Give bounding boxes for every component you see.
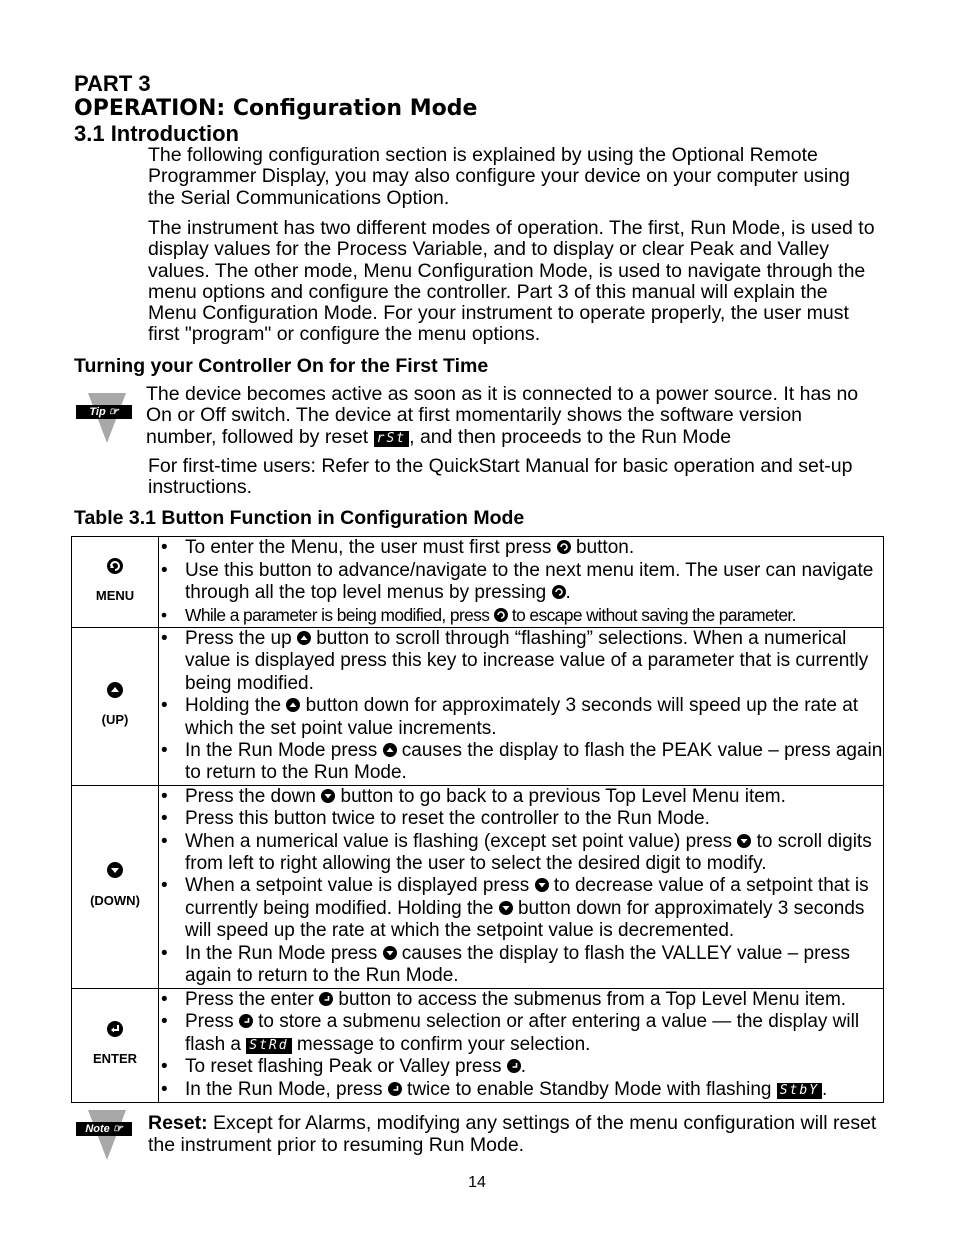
text: To reset flashing Peak or Valley press [185, 1056, 507, 1078]
page-number: 14 [468, 1174, 486, 1191]
text: twice to enable Standby Mode with flashing [401, 1078, 777, 1100]
reset-note [148, 1112, 878, 1156]
list-item [159, 1079, 883, 1101]
list-item [159, 808, 883, 830]
text: . [565, 582, 571, 603]
list-item [159, 695, 883, 740]
section-heading: OPERATION: Configuration Mode [74, 96, 478, 121]
text: button down for approximately 3 seconds will speed up the rate at which the setpoint value is decremented. [185, 897, 865, 942]
text: button down for approximately 3 seconds will speed up the rate at which the set point value increments. [185, 695, 859, 739]
text: In the Run Mode press [185, 942, 383, 964]
menu-key-cell [72, 537, 159, 628]
down-button-icon [737, 834, 751, 848]
tip-text-before: The device becomes active as soon as it is connected to a power source. It has no On or Off switch. The device at first momentarily shows the software version number, followed by reset [146, 383, 859, 448]
table-row [72, 628, 884, 786]
list-item [159, 786, 883, 808]
text: to decrease value of a setpoint that is currently being modified. Holding the [185, 875, 869, 919]
list-item [159, 537, 883, 559]
text: message to confirm your selection. [291, 1033, 591, 1055]
list-item [159, 740, 883, 785]
text: Holding the [185, 695, 287, 717]
text: Press this button twice to reset the controller to the Run Mode. [185, 808, 710, 830]
list-item [159, 628, 883, 695]
menu-button-icon [557, 540, 571, 554]
subsection-heading: 3.1 Introduction [74, 121, 239, 146]
text: button to access the submenus from a Top Level Menu item. [333, 988, 847, 1010]
list-item [159, 1056, 883, 1078]
text: to escape without saving the parameter. [507, 605, 796, 626]
list-item [159, 560, 883, 605]
text: To enter the Menu, the user must first press [185, 537, 557, 559]
text: While a parameter is being modified, press [185, 605, 494, 626]
tip-label: Tip ☞ [76, 405, 132, 419]
text: When a setpoint value is displayed press [185, 875, 535, 897]
down-button-icon [72, 861, 158, 886]
up-description [159, 628, 884, 786]
down-button-icon [499, 901, 513, 915]
text: Press the up [185, 628, 297, 649]
enter-button-icon [319, 992, 333, 1006]
down-button-icon [383, 946, 397, 960]
text: When a numerical value is flashing (except set point value) press [185, 830, 738, 852]
strd-display-icon: StRd [246, 1038, 291, 1054]
text: . [822, 1078, 828, 1100]
menu-button-icon [494, 608, 508, 622]
table-row [72, 988, 884, 1102]
stby-display-icon: StbY [777, 1083, 822, 1099]
tip-badge [74, 393, 134, 449]
up-button-icon [286, 698, 300, 712]
table-row [72, 785, 884, 988]
enter-button-icon [507, 1059, 521, 1073]
note-badge [74, 1110, 134, 1166]
text: button. [570, 537, 635, 559]
text: In the Run Mode, press [185, 1078, 388, 1100]
text: Press the enter [185, 988, 320, 1010]
down-button-icon [321, 789, 335, 803]
table-title: Table 3.1 Button Function in Configuration Mode [74, 507, 525, 529]
tip-text [146, 384, 876, 448]
text: Press [185, 1011, 239, 1033]
list-item [159, 831, 883, 876]
reset-note-text: Except for Alarms, modifying any settings of the menu configuration will reset the instrument prior to resuming Run Mode. [148, 1112, 877, 1156]
up-button-icon [72, 681, 158, 706]
menu-key-label: MENU [95, 588, 135, 603]
down-key-label: (DOWN) [90, 892, 140, 908]
up-button-icon [297, 631, 311, 645]
menu-description [159, 537, 884, 628]
list-item [159, 1011, 883, 1056]
list-item [159, 943, 883, 988]
list-item [159, 989, 883, 1011]
text: to scroll digits from left to right allowing the user to select the desired digit to modify. [185, 830, 872, 875]
rst-display-icon: rSt [374, 431, 409, 447]
menu-button-icon [72, 557, 158, 582]
intro-paragraph-2: The instrument has two different modes of operation. The first, Run Mode, is used to display values for the Process Variable, and to display or clear Peak and Valley values. The other mode, Menu Configuration Mode, is used to navigate through the menu options and configure the controller. Part 3 of this manual will explain the Menu Configuration Mode. For your instrument to operate properly, the user must first "program" or configure the menu options. [148, 217, 875, 346]
enter-button-icon [239, 1014, 253, 1028]
text: causes the display to flash the PEAK value – press again to return to the Run Mode. [185, 740, 883, 784]
menu-button-icon [552, 585, 566, 599]
list-item [159, 604, 883, 626]
button-function-table [71, 536, 884, 1103]
note-label: Note ☞ [76, 1122, 132, 1136]
intro-paragraph-1: The following configuration section is explained by using the Optional Remote Programmer Display, you may also configure your device on your computer using the Serial Communications Option. [148, 144, 850, 209]
up-key-cell [72, 628, 159, 786]
list-item [159, 875, 883, 942]
text: Press the down [185, 785, 322, 807]
enter-key-cell [72, 988, 159, 1102]
text: button to scroll through “flashing” selections. When a numerical value is displayed press this key to increase value of a parameter that is currently being modified. [185, 628, 869, 694]
reset-note-bold: Reset: [148, 1112, 208, 1134]
text: In the Run Mode press [185, 740, 383, 762]
up-key-label: (UP) [101, 712, 129, 728]
table-row [72, 537, 884, 628]
text: . [520, 1056, 527, 1078]
down-key-cell [72, 785, 159, 988]
enter-button-icon [388, 1082, 402, 1096]
text: button to go back to a previous Top Level Menu item. [335, 785, 786, 807]
enter-button-icon [72, 1020, 158, 1045]
quickstart-note: For first-time users: Refer to the QuickStart Manual for basic operation and set-up instructions. [148, 455, 853, 499]
text: Use this button to advance/navigate to the next menu item. The user can navigate through all the top level menus by pressing [185, 559, 874, 603]
text: to store a submenu selection or after entering a value — the display will flash a [185, 1011, 860, 1055]
tip-text-after: , and then proceeds to the Run Mode [409, 425, 732, 448]
first-time-heading: Turning your Controller On for the First Time [74, 355, 489, 377]
text: causes the display to flash the VALLEY value – press again to return to the Run Mode. [185, 942, 850, 987]
up-button-icon [383, 743, 397, 757]
enter-description [159, 988, 884, 1102]
down-description [159, 785, 884, 988]
enter-key-label: ENTER [92, 1051, 138, 1066]
down-button-icon [535, 878, 549, 892]
part-heading: PART 3 [74, 71, 151, 96]
